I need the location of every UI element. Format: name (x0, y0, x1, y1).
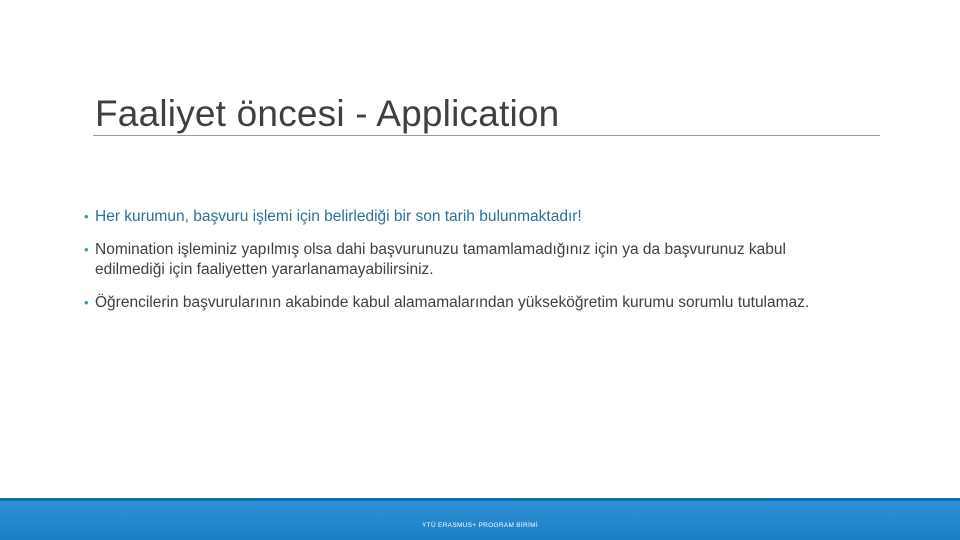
bullet-item (84, 240, 844, 281)
bullet-dot-icon: • (84, 241, 89, 257)
title-divider (93, 135, 880, 136)
bullet-text: Nomination işleminiz yapılmış olsa dahi başvurunuzu tamamlamadığınız için ya da başvurunuz kabul edilmediği için faaliyetten yararlanamayabilirsiniz. (95, 240, 786, 278)
bullet-item (84, 293, 844, 314)
bullet-text: Öğrencilerin başvurularının akabinde kabul alamamalarından yükseköğretim kurumu sorumlu tutulamaz. (95, 293, 810, 311)
bullet-item (84, 207, 844, 228)
footer-accent-line (0, 498, 960, 501)
bullet-dot-icon: • (84, 294, 89, 310)
footer-text: YTÜ ERASMUS+ PROGRAM BİRİMİ (422, 522, 538, 529)
footer-bar (0, 498, 960, 540)
bullet-dot-icon: • (84, 209, 89, 224)
bullet-list (84, 207, 844, 325)
slide-title: Faaliyet öncesi - Application (95, 93, 560, 134)
bullet-text: Her kurumun, başvuru işlemi için belirlediği bir son tarih bulunmaktadır! (95, 208, 582, 225)
